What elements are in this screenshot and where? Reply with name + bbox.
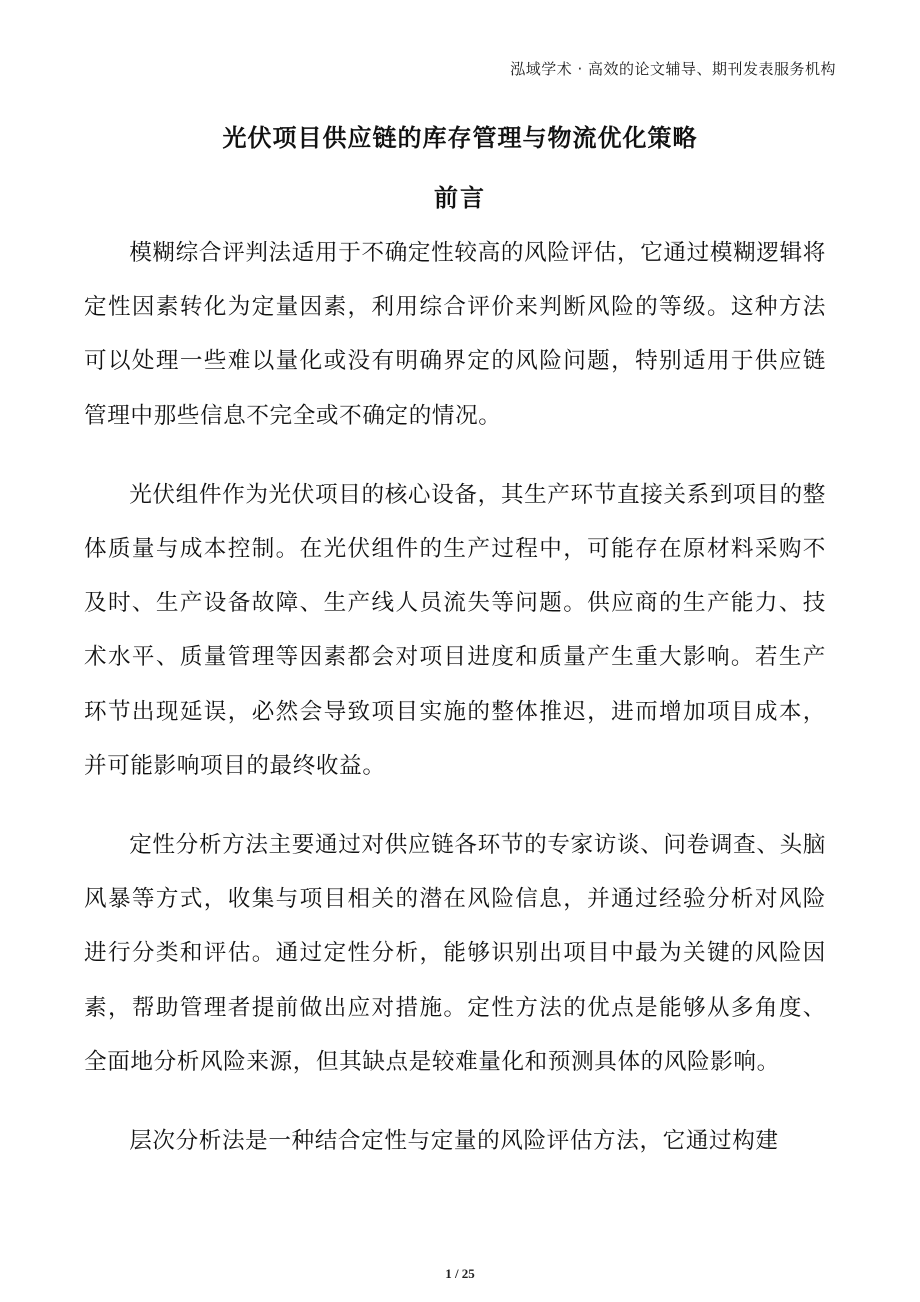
page-number: 1 / 25 [445, 1266, 475, 1281]
document-title: 光伏项目供应链的库存管理与物流优化策略 [222, 124, 698, 152]
section-heading: 前言 [434, 184, 486, 212]
document-body [84, 226, 826, 1193]
header-tagline: 泓域学术 · 高效的论文辅导、期刊发表服务机构 [510, 60, 836, 78]
paragraph-2: 光伏组件作为光伏项目的核心设备，其生产环节直接关系到项目的整体质量与成本控制。在光伏组件的生产过程中，可能存在原材料采购不及时、生产设备故障、生产线人员流失等问题。供应商的生产能力、技术水平、质量管理等因素都会对项目进度和质量产生重大影响。若生产环节出现延误，必然会导致项目实施的整体推迟，进而增加项目成本，并可能影响项目的最终收益。 [84, 481, 826, 779]
paragraph-4: 层次分析法是一种结合定性与定量的风险评估方法，它通过构建 [129, 1128, 779, 1155]
paragraph-1: 模糊综合评判法适用于不确定性较高的风险评估，它通过模糊逻辑将定性因素转化为定量因素，利用综合评价来判断风险的等级。这种方法可以处理一些难以量化或没有明确界定的风险问题，特别适用于供应链管理中那些信息不完全或不确定的情况。 [84, 240, 826, 429]
paragraph-3: 定性分析方法主要通过对供应链各环节的专家访谈、问卷调查、头脑风暴等方式，收集与项目相关的潜在风险信息，并通过经验分析对风险进行分类和评估。通过定性分析，能够识别出项目中最为关键的风险因素，帮助管理者提前做出应对措施。定性方法的优点是能够从多角度、全面地分析风险来源，但其缺点是较难量化和预测具体的风险影响。 [84, 832, 826, 1075]
